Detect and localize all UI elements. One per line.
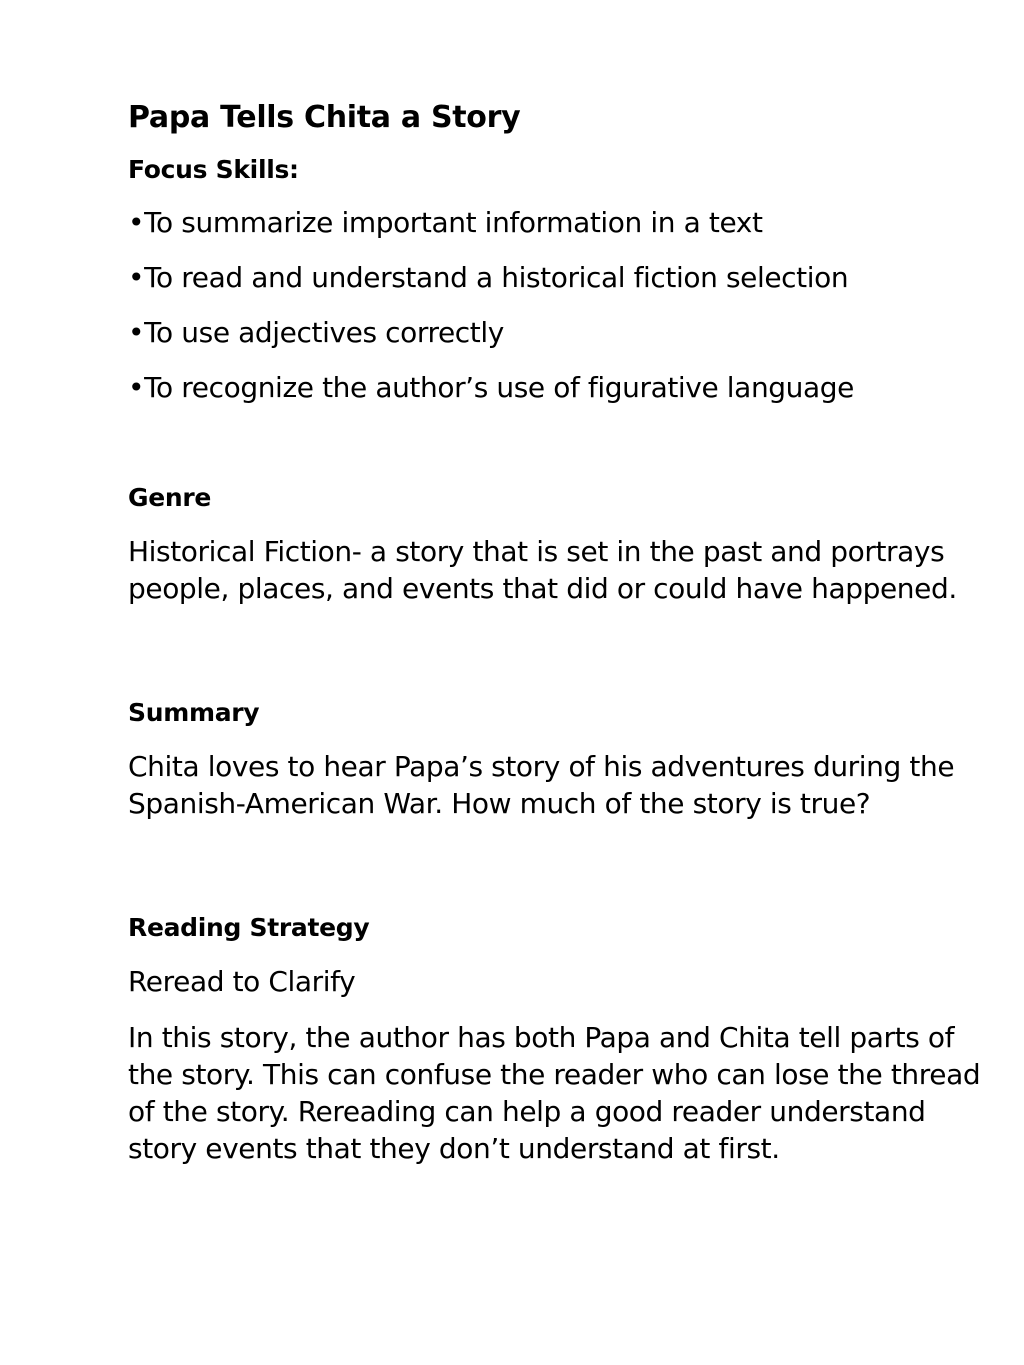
reading-strategy-heading: Reading Strategy — [128, 913, 370, 942]
focus-skills-heading: Focus Skills: — [128, 155, 299, 184]
summary-text: Chita loves to hear Papa’s story of his adventures during the Spanish-American War. How much of the story is true? — [128, 750, 955, 820]
summary-heading: Summary — [128, 698, 260, 727]
spacer — [128, 406, 988, 482]
spacer — [128, 241, 988, 260]
spacer — [128, 822, 988, 912]
spacer — [128, 186, 988, 205]
genre-text: Historical Fiction- a story that is set in the past and portrays people, places, and events that did or could have happened. — [128, 535, 957, 605]
focus-skill-item: •To use adjectives correctly — [128, 316, 504, 349]
spacer — [128, 729, 988, 748]
focus-skill-item: •To summarize important information in a text — [128, 206, 763, 239]
spacer — [128, 944, 988, 963]
spacer — [128, 1000, 988, 1019]
document-page — [128, 98, 988, 1167]
focus-skill-item: •To recognize the author’s use of figurative language — [128, 371, 854, 404]
spacer — [128, 296, 988, 315]
spacer — [128, 514, 988, 533]
genre-heading: Genre — [128, 483, 212, 512]
spacer — [128, 351, 988, 370]
reading-strategy-subheading: Reread to Clarify — [128, 965, 356, 998]
document-title: Papa Tells Chita a Story — [128, 100, 521, 135]
focus-skill-item: •To read and understand a historical fiction selection — [128, 261, 849, 294]
spacer — [128, 607, 988, 697]
reading-strategy-text: In this story, the author has both Papa and Chita tell parts of the story. This can confuse the reader who can lose the thread of the story. Rereading can help a good reader understand story events that they don’t understand at first. — [128, 1021, 981, 1165]
